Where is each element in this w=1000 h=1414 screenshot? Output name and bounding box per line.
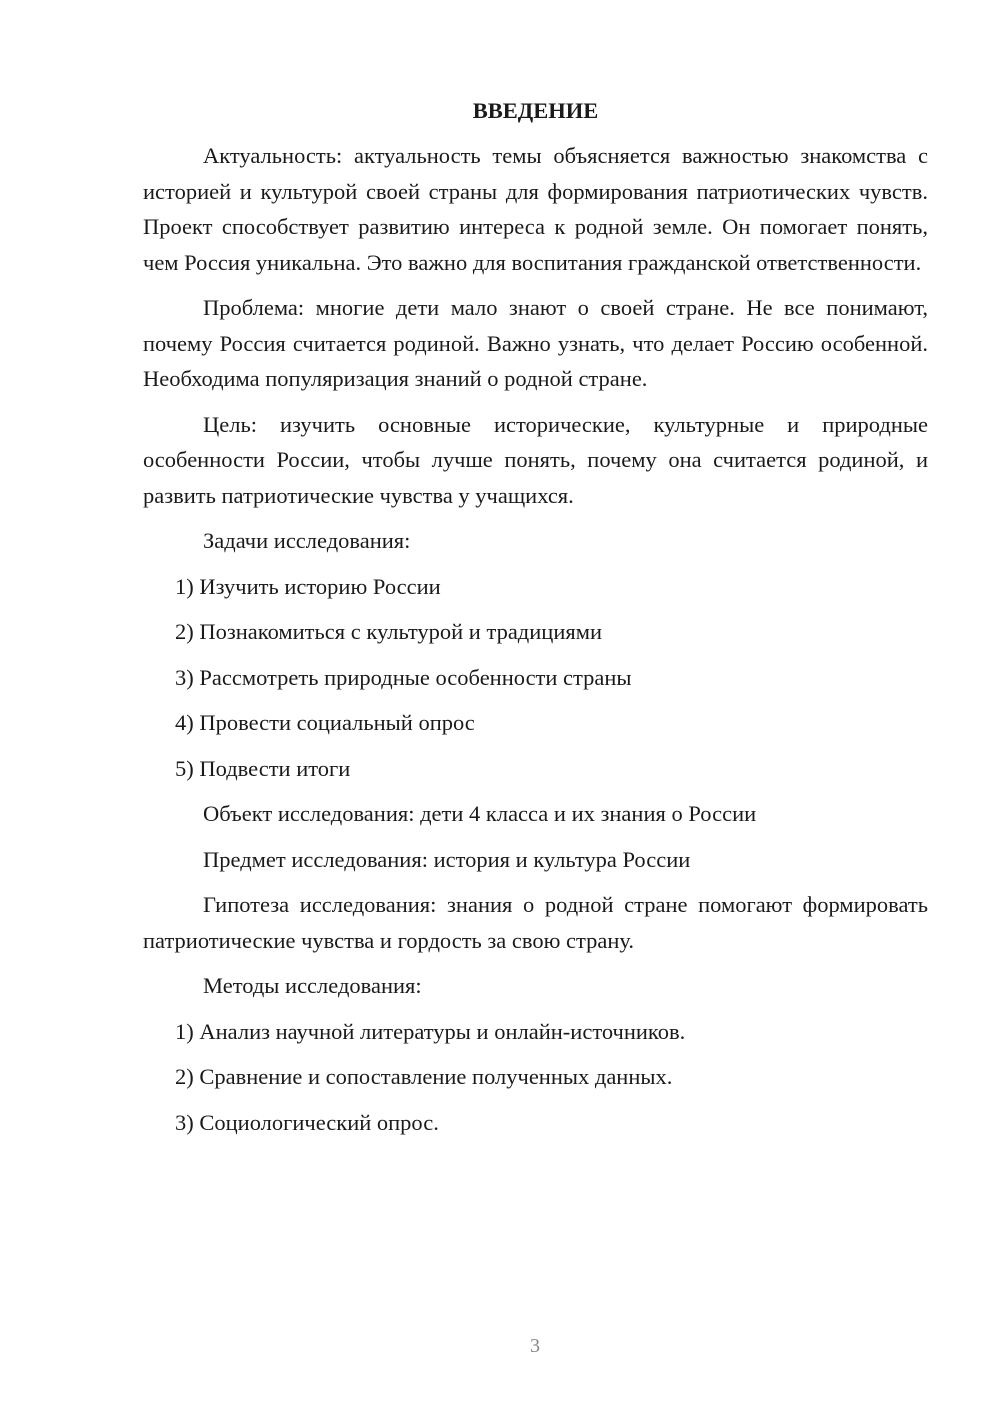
list-item: 1) Анализ научной литературы и онлайн-источников. [175,1018,686,1044]
page-number: 3 [530,1335,540,1357]
methods-list [143,1014,928,1141]
methods-title: Методы исследования: [203,973,422,998]
list-item: 3) Рассмотреть природные особенности страны [175,664,632,690]
list-item: 2) Познакомиться с культурой и традициями [175,619,603,644]
problem-paragraph: Проблема: многие дети мало знают о своей стране. Не все понимают, почему Россия считается родиной. Важно узнать, что делает Россию особенной. Необходима популяризация знаний о родной стране. [143,295,928,391]
list-item: 5) Подвести итоги [175,755,351,781]
relevance-paragraph: Актуальность: актуальность темы объясняется важностью знакомства с историей и культурой своей страны для формирования патриотических чувств. Проект способствует развитию интереса к родной земле. Он помогает понять, чем Россия уникальна. Это важно для воспитания гражданской ответственности. [143,143,928,275]
hypothesis-paragraph: Гипотеза исследования: знания о родной стране помогают формировать патриотические чувства и гордость за свою страну. [143,892,928,953]
list-item: 1) Изучить историю России [175,573,441,599]
object-line: Объект исследования: дети 4 класса и их знания о России [203,801,757,826]
tasks-title: Задачи исследования: [203,528,411,553]
subject-line: Предмет исследования: история и культура России [203,846,691,872]
list-item: 3) Социологический опрос. [175,1109,439,1135]
list-item: 2) Сравнение и сопоставление полученных данных. [175,1064,673,1089]
page-content [143,97,928,1150]
tasks-list [143,569,928,787]
list-item: 4) Провести социальный опрос [175,710,475,735]
goal-paragraph: Цель: изучить основные исторические, культурные и природные особенности России, чтобы лучше понять, почему она считается родиной, и развить патриотические чувства у учащихся. [143,411,928,508]
section-heading: ВВЕДЕНИЕ [472,98,599,123]
